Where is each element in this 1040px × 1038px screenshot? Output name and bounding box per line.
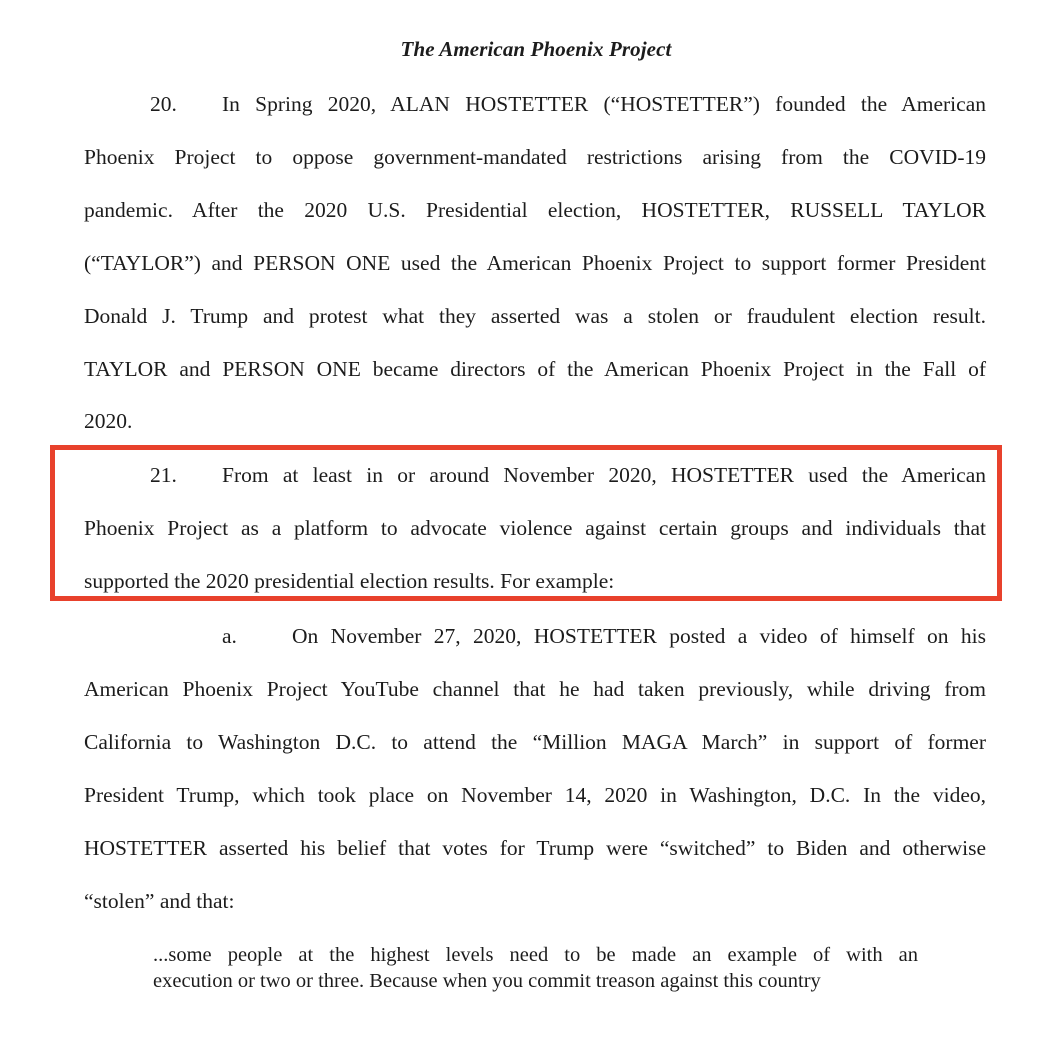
paragraph-line: President Trump, which took place on November 14, 2020 in Washington, D.C. In the video, bbox=[84, 783, 986, 807]
paragraph-line: Phoenix Project as a platform to advocate violence against certain groups and individuals that bbox=[84, 516, 986, 540]
paragraph-line: supported the 2020 presidential election results. For example: bbox=[84, 569, 615, 593]
paragraph-line: From at least in or around November 2020, HOSTETTER used the American bbox=[222, 463, 986, 487]
paragraph-line: HOSTETTER asserted his belief that votes for Trump were “switched” to Biden and otherwise bbox=[84, 836, 986, 860]
section-heading: The American Phoenix Project bbox=[400, 37, 672, 61]
quote-line: execution or two or three. Because when you commit treason against this country bbox=[153, 970, 821, 992]
highlight-box bbox=[50, 445, 1002, 601]
paragraph-line: American Phoenix Project YouTube channel that he had taken previously, while driving from bbox=[84, 677, 986, 701]
paragraph-number: 21. bbox=[150, 463, 177, 487]
paragraph-line: TAYLOR and PERSON ONE became directors of the American Phoenix Project in the Fall of bbox=[84, 357, 986, 381]
paragraph-line: Phoenix Project to oppose government-mandated restrictions arising from the COVID-19 bbox=[84, 145, 986, 169]
paragraph-line: pandemic. After the 2020 U.S. Presidential election, HOSTETTER, RUSSELL TAYLOR bbox=[84, 198, 986, 222]
paragraph-line: (“TAYLOR”) and PERSON ONE used the American Phoenix Project to support former President bbox=[84, 251, 986, 275]
paragraph-line: “stolen” and that: bbox=[84, 889, 235, 913]
paragraph-line: 2020. bbox=[84, 409, 133, 433]
paragraph-line: Donald J. Trump and protest what they asserted was a stolen or fraudulent election result. bbox=[84, 304, 986, 328]
paragraph-line: On November 27, 2020, HOSTETTER posted a video of himself on his bbox=[292, 624, 986, 648]
paragraph-line: In Spring 2020, ALAN HOSTETTER (“HOSTETTER”) founded the American bbox=[222, 92, 986, 116]
paragraph-line: California to Washington D.C. to attend the “Million MAGA March” in support of former bbox=[84, 730, 986, 754]
paragraph-number: 20. bbox=[150, 92, 177, 116]
quote-line: ...some people at the highest levels need to be made an example of with an bbox=[153, 944, 918, 966]
subparagraph-label: a. bbox=[222, 624, 237, 648]
